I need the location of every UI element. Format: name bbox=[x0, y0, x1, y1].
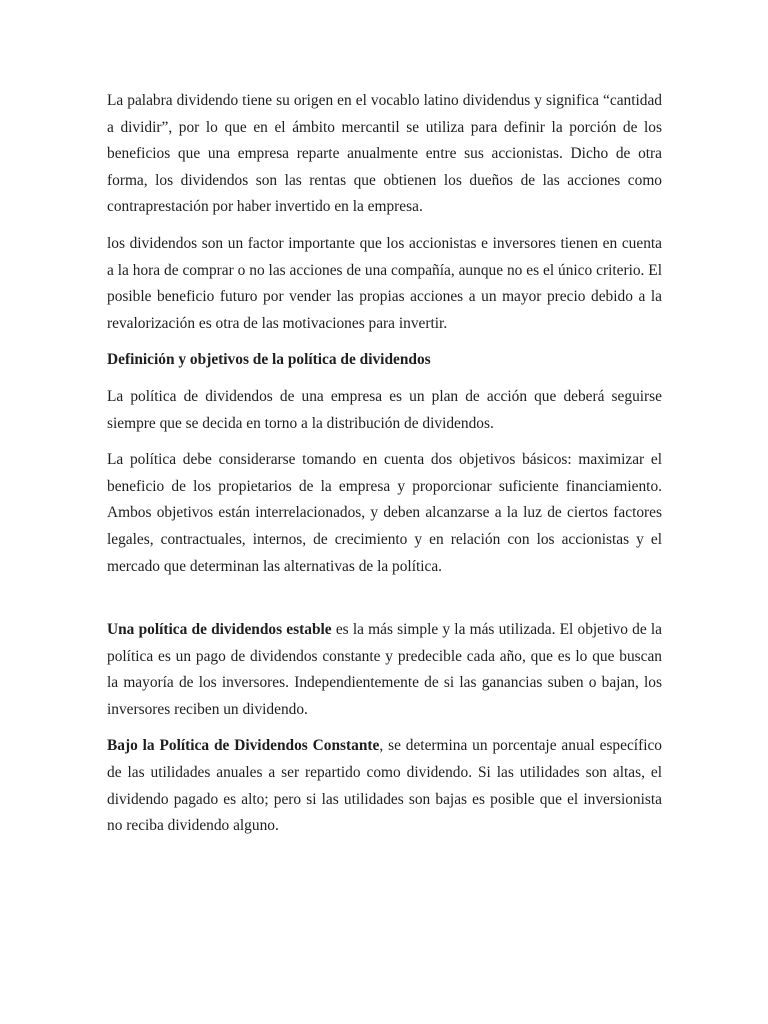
paragraph-policy-objectives: La política debe considerarse tomando en cuenta dos objetivos básicos: maximizar el beneficio de los propietarios de la empresa y proporcionar suficiente financiamiento. Ambos objetivos están interrelacionados, y deben alcanzarse a la luz de ciertos factores legales, contractuales, internos, de crecimiento y en relación con los accionistas y el mercado que determinan las alternativas de la política. bbox=[107, 451, 662, 575]
paragraph-policy-definition: La política de dividendos de una empresa es un plan de acción que deberá seguirse siempre que se decida en torno a la distribución de dividendos. bbox=[107, 387, 662, 432]
section-heading-policy: Definición y objetivos de la política de dividendos bbox=[107, 351, 431, 369]
paragraph-constant-policy-text: , se determina un porcentaje anual específico de las utilidades anuales a ser repartido como dividendo. Si las utilidades son altas, el dividendo pagado es alto; pero si las utilidades son bajas es posible que el inversionista no reciba dividendo alguno. bbox=[107, 737, 662, 835]
term-stable-policy: Una política de dividendos estable bbox=[107, 621, 332, 639]
paragraph-stable-policy-text: es la más simple y la más utilizada. El objetivo de la política es un pago de dividendos constante y predecible cada año, que es lo que buscan la mayoría de los inversores. Independientemente de si las ganancias suben o bajan, los inversores reciben un dividendo. bbox=[107, 621, 662, 718]
paragraph-constant-policy bbox=[107, 733, 662, 839]
paragraph-stable-policy bbox=[107, 617, 662, 723]
blank-line bbox=[107, 590, 662, 617]
term-constant-policy: Bajo la Política de Dividendos Constante bbox=[107, 737, 380, 755]
paragraph-dividend-importance: los dividendos son un factor importante que los accionistas e inversores tienen en cuenta a la hora de comprar o no las acciones de una compañía, aunque no es el único criterio. El posible beneficio futuro por vender las propias acciones a un mayor precio debido a la revalorización es otra de las motivaciones para invertir. bbox=[107, 234, 662, 332]
paragraph-dividend-origin: La palabra dividendo tiene su origen en el vocablo latino dividendus y significa “cantidad a dividir”, por lo que en el ámbito mercantil se utiliza para definir la porción de los beneficios que una empresa reparte anualmente entre sus accionistas. Dicho de otra forma, los dividendos son las rentas que obtienen los dueños de las acciones como contraprestación por haber invertido en la empresa. bbox=[107, 92, 662, 216]
document-page bbox=[107, 88, 662, 850]
